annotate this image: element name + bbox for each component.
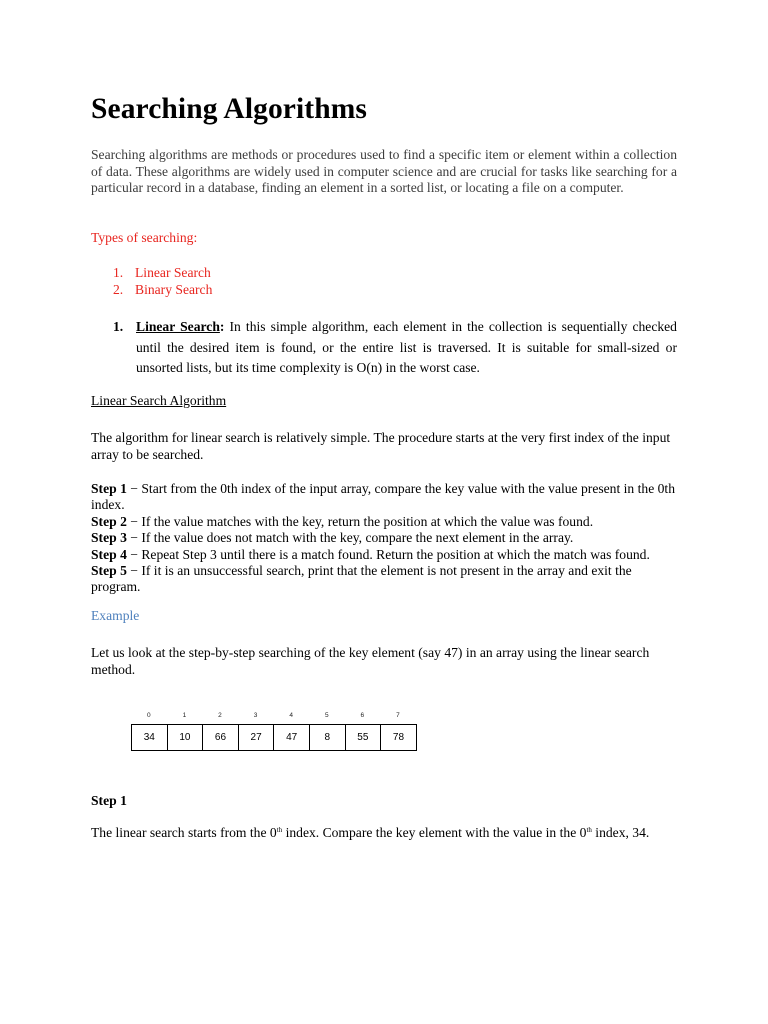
step1-text-part: index, 34.: [591, 825, 650, 840]
array-cell: 10: [168, 725, 204, 750]
array-cell-row: [131, 724, 417, 751]
list-item: [113, 264, 212, 281]
superscript: th: [276, 826, 283, 834]
array-diagram: [131, 712, 417, 751]
step-text: − Start from the 0th index of the input array, compare the key value with the value present in the 0th index.: [91, 481, 675, 513]
step1-text-part: index. Compare the key element with the value in the 0: [282, 825, 587, 840]
types-list: [113, 264, 212, 298]
list-item-label: Binary Search: [135, 282, 213, 297]
step-text: − If it is an unsuccessful search, print that the element is not present in the array and exit the program.: [91, 563, 632, 595]
algorithm-steps: [91, 481, 677, 596]
array-cell: 66: [203, 725, 239, 750]
step-line: [91, 530, 677, 546]
array-index: 0: [146, 712, 151, 719]
step-line: [91, 563, 677, 596]
superscript: th: [586, 826, 592, 834]
step1-description: [91, 825, 691, 842]
array-index: 3: [253, 712, 258, 719]
array-cell: 8: [310, 725, 346, 750]
list-item: [113, 281, 212, 298]
step-label: Step 1: [91, 481, 127, 496]
list-item-number: 1.: [113, 265, 124, 280]
definition-term: Linear Search: [136, 319, 220, 334]
step1-heading: Step 1: [91, 793, 127, 808]
array-index: 1: [182, 712, 187, 719]
definition-colon: :: [219, 319, 225, 334]
step-label: Step 2: [91, 513, 127, 529]
array-index: 6: [360, 712, 365, 719]
list-item-label: Linear Search: [135, 265, 211, 280]
types-heading: Types of searching:: [91, 230, 198, 245]
array-cell: 34: [132, 725, 168, 750]
array-cell: 47: [274, 725, 310, 750]
step-label: Step 3: [91, 530, 127, 546]
step-text: − If the value matches with the key, return the position at which the value was found.: [126, 513, 594, 529]
step-text: − Repeat Step 3 until there is a match found. Return the position at which the match was found.: [126, 546, 650, 562]
definition-text: In this simple algorithm, each element in the collection is sequentially checked until the desired item is found, or the entire list is traversed. It is suitable for small-sized or unsorted lists, but its time complexity is O(n) in the worst case.: [136, 319, 677, 375]
list-item-number: 2.: [113, 282, 124, 297]
array-cell: 55: [346, 725, 382, 750]
intro-paragraph: Searching algorithms are methods or procedures used to find a specific item or element within a collection of data. These algorithms are widely used in computer science and are crucial for tasks like searching for a particular record in a database, finding an element in a sorted list, or locating a file on a computer.: [91, 147, 677, 195]
step-label: Step 5: [91, 563, 127, 579]
definition-body: [136, 317, 677, 379]
definition-number: 1.: [113, 319, 124, 334]
algorithm-title: Linear Search Algorithm: [91, 393, 227, 408]
step-label: Step 4: [91, 546, 127, 562]
array-index-row: [131, 712, 417, 724]
example-heading: Example: [91, 608, 140, 623]
linear-search-definition: [113, 317, 677, 379]
algorithm-description: The algorithm for linear search is relatively simple. The procedure starts at the very first index of the input array to be searched.: [91, 430, 671, 462]
array-cell: 27: [239, 725, 275, 750]
step-text: − If the value does not match with the key, compare the next element in the array.: [126, 530, 574, 546]
array-cell: 78: [381, 725, 417, 750]
step-line: [91, 514, 677, 530]
page-title: Searching Algorithms: [91, 93, 367, 125]
step-line: [91, 481, 677, 514]
array-index: 7: [396, 712, 400, 719]
array-index: 2: [218, 712, 222, 719]
example-description: Let us look at the step-by-step searching of the key element (say 47) in an array using the linear search method.: [91, 645, 650, 677]
step1-text-part: The linear search starts from the 0: [91, 825, 277, 840]
array-index: 5: [324, 712, 329, 719]
array-index: 4: [289, 712, 293, 719]
step-line: [91, 547, 677, 563]
